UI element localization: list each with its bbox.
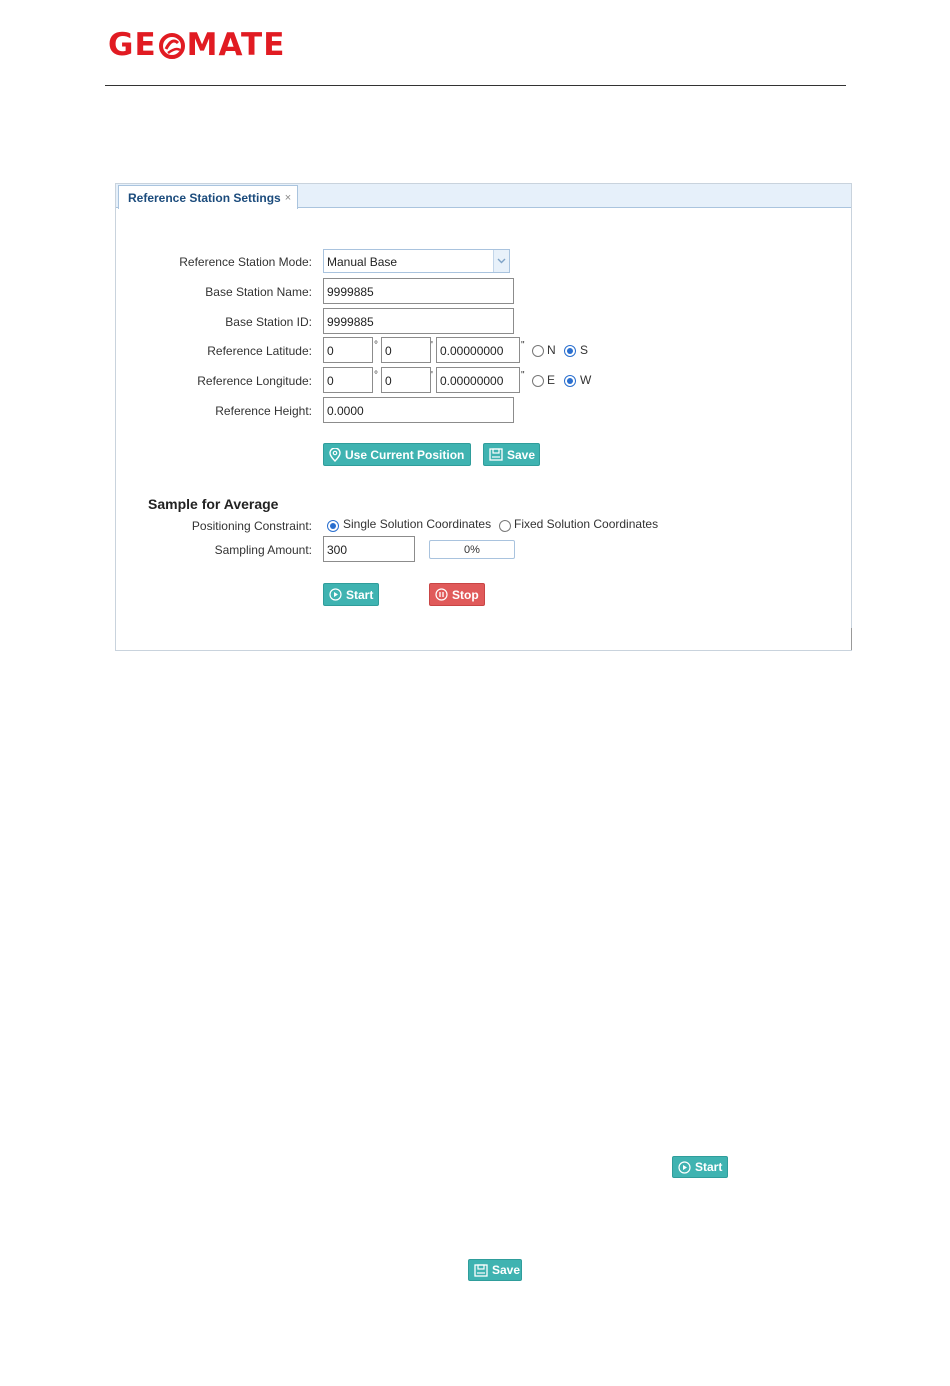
use-current-position-button[interactable] xyxy=(323,443,471,466)
inline-save-button[interactable] xyxy=(468,1259,522,1281)
save-label: Save xyxy=(507,447,536,462)
latitude-degrees-input[interactable]: 0 xyxy=(323,337,373,363)
latitude-label: Reference Latitude: xyxy=(207,344,312,358)
longitude-e-radio[interactable] xyxy=(532,375,544,387)
sampling-progress-text: 0% xyxy=(464,543,480,556)
panel-edge xyxy=(851,628,852,650)
longitude-e-label: E xyxy=(547,373,556,387)
sample-section-title: Sample for Average xyxy=(148,496,279,512)
start-button[interactable] xyxy=(323,583,379,606)
minute-symbol: ' xyxy=(431,370,433,381)
height-label: Reference Height: xyxy=(215,404,312,418)
longitude-w-radio[interactable] xyxy=(564,375,576,387)
longitude-w-label: W xyxy=(580,373,592,387)
latitude-seconds-input[interactable]: 0.00000000 xyxy=(436,337,520,363)
start-label: Start xyxy=(346,587,374,602)
inline-start-button[interactable] xyxy=(672,1156,728,1178)
tab-bar xyxy=(116,184,851,208)
degree-symbol: ° xyxy=(374,340,378,351)
base-station-id-input[interactable]: 9999885 xyxy=(323,308,514,334)
base-station-name-input[interactable]: 9999885 xyxy=(323,278,514,304)
reference-height-input[interactable]: 0.0000 xyxy=(323,397,514,423)
longitude-seconds-input[interactable]: 0.00000000 xyxy=(436,367,520,393)
latitude-s-radio[interactable] xyxy=(564,345,576,357)
minute-symbol: ' xyxy=(431,340,433,351)
sampling-amount-input[interactable]: 300 xyxy=(323,536,415,562)
longitude-minutes-input[interactable]: 0 xyxy=(381,367,431,393)
inline-save-label: Save xyxy=(492,1263,521,1277)
chevron-down-icon[interactable] xyxy=(493,250,509,272)
fixed-solution-label: Fixed Solution Coordinates xyxy=(514,517,659,531)
save-button[interactable] xyxy=(483,443,540,466)
logo-ring-icon xyxy=(158,32,186,60)
longitude-degrees-input[interactable]: 0 xyxy=(323,367,373,393)
second-symbol: " xyxy=(521,340,525,351)
mode-label: Reference Station Mode: xyxy=(179,255,312,269)
geomate-logo xyxy=(108,28,285,62)
inline-start-label: Start xyxy=(695,1160,723,1174)
latitude-s-label: S xyxy=(580,343,589,357)
single-solution-radio[interactable] xyxy=(327,520,339,532)
mode-select[interactable] xyxy=(323,249,510,273)
id-label: Base Station ID: xyxy=(225,315,312,329)
latitude-n-radio[interactable] xyxy=(532,345,544,357)
single-solution-label: Single Solution Coordinates xyxy=(343,517,492,531)
latitude-n-label: N xyxy=(547,343,556,357)
sampling-progress-bar xyxy=(429,540,515,559)
tab-label: Reference Station Settings xyxy=(128,190,281,205)
positioning-constraint-label: Positioning Constraint: xyxy=(191,519,312,533)
header-divider xyxy=(105,85,846,86)
location-pin-icon xyxy=(329,448,341,462)
save-icon xyxy=(474,1264,488,1277)
pause-circle-icon xyxy=(435,588,448,601)
second-symbol: " xyxy=(521,370,525,381)
longitude-label: Reference Longitude: xyxy=(197,374,312,388)
play-circle-icon xyxy=(678,1161,691,1174)
tab-reference-station-settings[interactable] xyxy=(118,185,298,209)
use-current-position-label: Use Current Position xyxy=(345,447,465,462)
sampling-amount-label: Sampling Amount: xyxy=(214,543,312,557)
mode-select-value: Manual Base xyxy=(327,255,398,269)
stop-label: Stop xyxy=(452,587,479,602)
logo-text-mate: MATE xyxy=(186,27,286,63)
reference-station-panel xyxy=(115,183,852,651)
stop-button[interactable] xyxy=(429,583,485,606)
save-icon xyxy=(489,448,503,461)
play-circle-icon xyxy=(329,588,342,601)
degree-symbol: ° xyxy=(374,370,378,381)
latitude-minutes-input[interactable]: 0 xyxy=(381,337,431,363)
fixed-solution-radio[interactable] xyxy=(499,520,511,532)
logo-text-ge: GE xyxy=(108,27,157,63)
close-tab-icon[interactable]: × xyxy=(284,191,292,204)
name-label: Base Station Name: xyxy=(205,285,312,299)
